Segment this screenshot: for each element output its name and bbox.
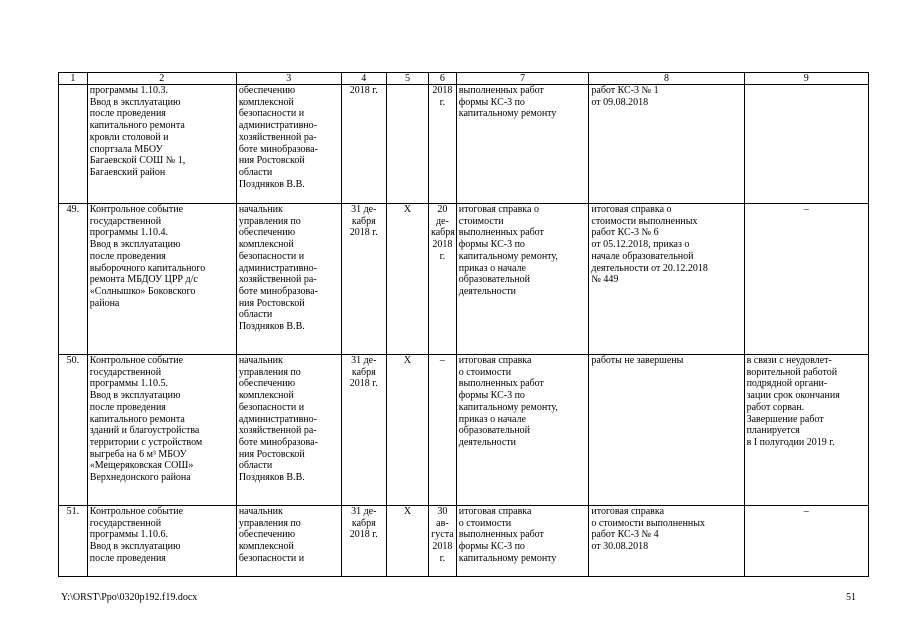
plan-date-cell: 31 де- кабря 2018 г. bbox=[341, 355, 386, 506]
plan-date-cell: 31 де- кабря 2018 г. bbox=[341, 204, 386, 355]
page-number: 51 bbox=[846, 592, 856, 603]
fact-date-cell: 2018 г. bbox=[429, 85, 457, 204]
column-header: 8 bbox=[589, 73, 744, 85]
note-cell: – bbox=[744, 204, 868, 355]
header-row bbox=[59, 73, 869, 85]
row-number-cell: 50. bbox=[59, 355, 88, 506]
planned-document-cell: выполненных работ формы КС-3 по капитальному ремонту bbox=[456, 85, 589, 204]
table-row bbox=[59, 204, 869, 355]
table-row bbox=[59, 506, 869, 577]
actual-document-cell: работы не завершены bbox=[589, 355, 744, 506]
mark-cell: X bbox=[386, 204, 428, 355]
responsible-cell: обеспечению комплексной безопасности и административно- хозяйственной ра- боте минобразова- ния Ростовской области Поздняков В.В. bbox=[236, 85, 341, 204]
planned-document-cell: итоговая справка о стоимости выполненных работ формы КС-3 по капитальному ремонту bbox=[456, 506, 589, 577]
column-header: 7 bbox=[456, 73, 589, 85]
mark-cell: X bbox=[386, 355, 428, 506]
report-table bbox=[58, 72, 869, 577]
actual-document-cell: работ КС-3 № 1 от 09.08.2018 bbox=[589, 85, 744, 204]
responsible-cell: начальник управления по обеспечению комплексной безопасности и bbox=[236, 506, 341, 577]
column-header: 5 bbox=[386, 73, 428, 85]
fact-date-cell: – bbox=[429, 355, 457, 506]
event-cell: Контрольное событие государственной программы 1.10.6. Ввод в эксплуатацию после проведения bbox=[87, 506, 236, 577]
mark-cell bbox=[386, 85, 428, 204]
actual-document-cell: итоговая справка о стоимости выполненных работ КС-3 № 6 от 05.12.2018, приказ о начале образовательной деятельности от 20.12.2018 № 449 bbox=[589, 204, 744, 355]
file-path-footer: Y:\ORST\Ppo\0320p192.f19.docx bbox=[61, 592, 198, 603]
column-header: 3 bbox=[236, 73, 341, 85]
fact-date-cell: 30 ав- густа 2018 г. bbox=[429, 506, 457, 577]
table-row bbox=[59, 85, 869, 204]
row-number-cell: 49. bbox=[59, 204, 88, 355]
column-header: 9 bbox=[744, 73, 868, 85]
note-cell bbox=[744, 85, 868, 204]
note-cell: – bbox=[744, 506, 868, 577]
fact-date-cell: 20 де- кабря 2018 г. bbox=[429, 204, 457, 355]
actual-document-cell: итоговая справка о стоимости выполненных работ КС-3 № 4 от 30.08.2018 bbox=[589, 506, 744, 577]
planned-document-cell: итоговая справка о стоимости выполненных работ формы КС-3 по капитальному ремонту, приказ о начале образовательной деятельности bbox=[456, 204, 589, 355]
event-cell: Контрольное событие государственной программы 1.10.5. Ввод в эксплуатацию после проведения капитального ремонта зданий и благоустройства территории с устройством выгреба на 6 м³ МБОУ «Мещеряковская СОШ» Верхнедонского района bbox=[87, 355, 236, 506]
column-header: 1 bbox=[59, 73, 88, 85]
plan-date-cell: 31 де- кабря 2018 г. bbox=[341, 506, 386, 577]
event-cell: Контрольное событие государственной программы 1.10.4. Ввод в эксплуатацию после проведения выборочного капитального ремонта МБДОУ ЦРР д/с «Солнышко» Боковского района bbox=[87, 204, 236, 355]
mark-cell: X bbox=[386, 506, 428, 577]
plan-date-cell: 2018 г. bbox=[341, 85, 386, 204]
row-number-cell: 51. bbox=[59, 506, 88, 577]
column-header: 6 bbox=[429, 73, 457, 85]
column-header: 4 bbox=[341, 73, 386, 85]
planned-document-cell: итоговая справка о стоимости выполненных работ формы КС-3 по капитальному ремонту, приказ о начале образовательной деятельности bbox=[456, 355, 589, 506]
responsible-cell: начальник управления по обеспечению комплексной безопасности и административно- хозяйственной ра- боте минобразова- ния Ростовской области Поздняков В.В. bbox=[236, 204, 341, 355]
row-number-cell bbox=[59, 85, 88, 204]
note-cell: в связи с неудовлет- ворительной работой подрядной органи- зации срок окончания работ сорван. Завершение работ планируется в I полугодии 2019 г. bbox=[744, 355, 868, 506]
responsible-cell: начальник управления по обеспечению комплексной безопасности и административно- хозяйственной ра- боте минобразова- ния Ростовской области Поздняков В.В. bbox=[236, 355, 341, 506]
column-header: 2 bbox=[87, 73, 236, 85]
event-cell: программы 1.10.3. Ввод в эксплуатацию после проведения капитального ремонта кровли столовой и спортзала МБОУ Багаевской СОШ № 1, Багаевский район bbox=[87, 85, 236, 204]
table-row bbox=[59, 355, 869, 506]
